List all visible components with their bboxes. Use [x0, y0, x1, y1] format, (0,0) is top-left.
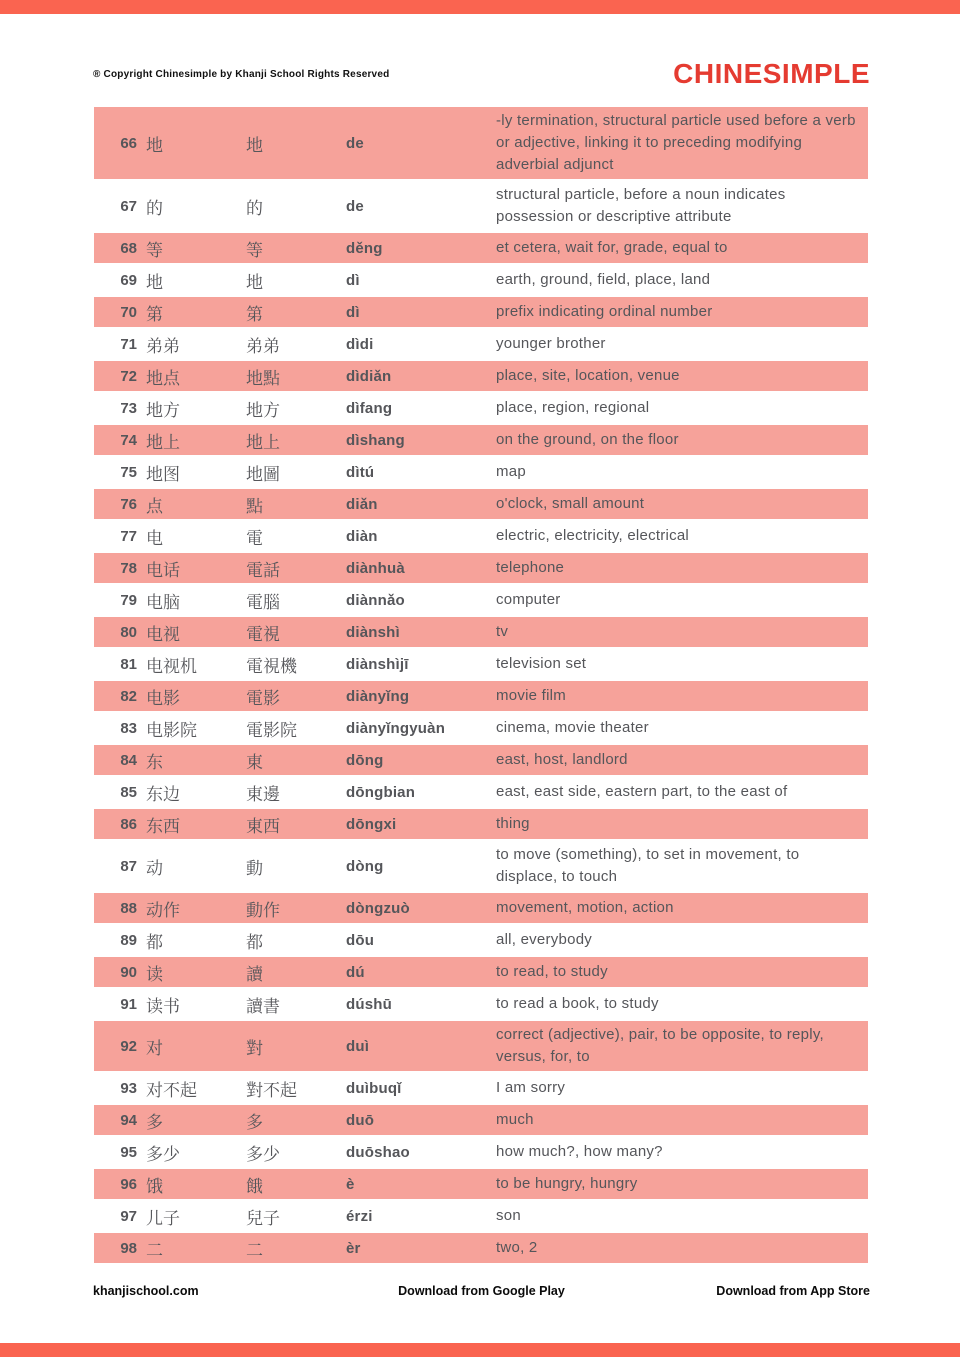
pinyin-text: diànshìjī: [346, 655, 409, 673]
traditional-hanzi: 餓: [246, 1176, 263, 1196]
table-row: [94, 809, 868, 839]
table-row: [94, 957, 868, 987]
traditional-hanzi: 電視機: [246, 656, 297, 676]
traditional-hanzi: 東西: [246, 816, 280, 836]
traditional-hanzi: 東邊: [246, 784, 280, 804]
definition-text: o'clock, small amount: [496, 495, 645, 512]
table-row: [94, 297, 868, 327]
pinyin-text: dōu: [346, 931, 375, 949]
traditional-hanzi: 地點: [246, 368, 280, 388]
table-row: [94, 649, 868, 679]
definition-text: two, 2: [496, 1239, 538, 1256]
table-row: [94, 265, 868, 295]
row-number: 95: [120, 1143, 137, 1161]
simplified-hanzi: 读书: [146, 996, 180, 1016]
row-number: 84: [120, 751, 137, 769]
row-number: 87: [120, 857, 137, 875]
google-play-link[interactable]: Download from Google Play: [398, 1284, 565, 1298]
table-row: [94, 181, 868, 231]
definition-text: cinema, movie theater: [496, 719, 649, 736]
definition-text: telephone: [496, 559, 565, 576]
simplified-hanzi: 地: [146, 272, 163, 292]
row-number: 88: [120, 899, 137, 917]
row-number: 67: [120, 197, 137, 215]
pinyin-text: diǎn: [346, 495, 378, 513]
brand-logo: CHINESIMPLE: [673, 58, 870, 89]
simplified-hanzi: 动作: [146, 900, 180, 920]
definition-text: on the ground, on the floor: [496, 431, 679, 448]
row-number: 72: [120, 367, 137, 385]
table-row: [94, 393, 868, 423]
pinyin-text: dìdi: [346, 335, 374, 353]
simplified-hanzi: 地上: [146, 432, 180, 452]
definition-text: son: [496, 1207, 521, 1224]
pinyin-text: de: [346, 197, 364, 215]
row-number: 75: [120, 463, 137, 481]
simplified-hanzi: 东边: [146, 784, 180, 804]
row-number: 71: [120, 335, 137, 353]
row-number: 97: [120, 1207, 137, 1225]
pinyin-text: diànshì: [346, 623, 400, 641]
simplified-hanzi: 饿: [146, 1176, 163, 1196]
row-number: 89: [120, 931, 137, 949]
definition-text: much: [496, 1111, 534, 1128]
pinyin-text: dúshū: [346, 995, 392, 1013]
traditional-hanzi: 地方: [246, 400, 280, 420]
row-number: 98: [120, 1239, 137, 1257]
simplified-hanzi: 地图: [146, 464, 180, 484]
definition-text: place, site, location, venue: [496, 367, 680, 384]
row-number: 90: [120, 963, 137, 981]
simplified-hanzi: 电影院: [146, 720, 197, 740]
definition-text: thing: [496, 815, 530, 832]
traditional-hanzi: 電腦: [246, 592, 280, 612]
simplified-hanzi: 二: [146, 1240, 163, 1260]
traditional-hanzi: 地: [246, 272, 263, 292]
row-number: 74: [120, 431, 137, 449]
website-link[interactable]: khanjischool.com: [93, 1284, 199, 1298]
table-row: [94, 681, 868, 711]
row-number: 76: [120, 495, 137, 513]
definition-text: computer: [496, 591, 561, 608]
table-row: [94, 1137, 868, 1167]
traditional-hanzi: 的: [246, 198, 263, 218]
simplified-hanzi: 电影: [146, 688, 180, 708]
traditional-hanzi: 電: [246, 528, 263, 548]
table-row: [94, 1105, 868, 1135]
simplified-hanzi: 等: [146, 240, 163, 260]
row-number: 80: [120, 623, 137, 641]
vocab-table: [94, 107, 868, 1263]
definition-text: all, everybody: [496, 931, 593, 948]
definition-text: correct (adjective), pair, to be opposite, to reply, versus, for, to: [496, 1026, 824, 1065]
table-row: [94, 841, 868, 891]
row-number: 96: [120, 1175, 137, 1193]
table-row: [94, 553, 868, 583]
definition-text: map: [496, 463, 526, 480]
simplified-hanzi: 东西: [146, 816, 180, 836]
pinyin-text: diàn: [346, 527, 378, 545]
definition-text: electric, electricity, electrical: [496, 527, 690, 544]
definition-text: television set: [496, 655, 587, 672]
row-number: 69: [120, 271, 137, 289]
table-row: [94, 457, 868, 487]
definition-text: prefix indicating ordinal number: [496, 303, 713, 320]
pinyin-text: diànhuà: [346, 559, 405, 577]
traditional-hanzi: 電話: [246, 560, 280, 580]
row-number: 85: [120, 783, 137, 801]
simplified-hanzi: 动: [146, 858, 163, 878]
pinyin-text: dìtú: [346, 463, 375, 481]
row-number: 82: [120, 687, 137, 705]
table-row: [94, 617, 868, 647]
definition-text: place, region, regional: [496, 399, 650, 416]
traditional-hanzi: 讀書: [246, 996, 280, 1016]
top-accent-bar: [0, 0, 960, 14]
simplified-hanzi: 多少: [146, 1144, 180, 1164]
traditional-hanzi: 都: [246, 932, 263, 952]
definition-text: structural particle, before a noun indicates possession or descriptive attribute: [496, 186, 786, 225]
simplified-hanzi: 弟弟: [146, 336, 180, 356]
pinyin-text: duō: [346, 1111, 375, 1129]
app-store-link[interactable]: Download from App Store: [716, 1284, 870, 1298]
row-number: 91: [120, 995, 137, 1013]
header: [93, 58, 870, 90]
pinyin-text: dìshang: [346, 431, 405, 449]
table-row: [94, 925, 868, 955]
row-number: 86: [120, 815, 137, 833]
pinyin-text: diànnǎo: [346, 591, 405, 609]
pinyin-text: dōngxi: [346, 815, 397, 833]
row-number: 81: [120, 655, 137, 673]
pinyin-text: dìfang: [346, 399, 393, 417]
pinyin-text: érzi: [346, 1207, 373, 1225]
traditional-hanzi: 二: [246, 1240, 263, 1260]
simplified-hanzi: 儿子: [146, 1208, 180, 1228]
traditional-hanzi: 對: [246, 1038, 263, 1058]
simplified-hanzi: 地: [146, 135, 163, 155]
traditional-hanzi: 動: [246, 858, 263, 878]
row-number: 73: [120, 399, 137, 417]
definition-text: earth, ground, field, place, land: [496, 271, 711, 288]
table-row: [94, 1021, 868, 1071]
pinyin-text: duìbuqǐ: [346, 1079, 402, 1097]
traditional-hanzi: 多: [246, 1112, 263, 1132]
definition-text: movement, motion, action: [496, 899, 674, 916]
simplified-hanzi: 读: [146, 964, 163, 984]
definition-text: east, east side, eastern part, to the east of: [496, 783, 788, 800]
row-number: 68: [120, 239, 137, 257]
row-number: 78: [120, 559, 137, 577]
pinyin-text: dòngzuò: [346, 899, 410, 917]
table-row: [94, 329, 868, 359]
pinyin-text: dú: [346, 963, 365, 981]
traditional-hanzi: 動作: [246, 900, 280, 920]
definition-text: how much?, how many?: [496, 1143, 663, 1160]
traditional-hanzi: 電影: [246, 688, 280, 708]
pinyin-text: duì: [346, 1037, 370, 1055]
row-number: 66: [120, 134, 137, 152]
copyright-text: ® Copyright Chinesimple by Khanji School Rights Reserved: [93, 68, 390, 80]
traditional-hanzi: 地圖: [246, 464, 280, 484]
definition-text: et cetera, wait for, grade, equal to: [496, 239, 728, 256]
simplified-hanzi: 电话: [146, 560, 180, 580]
row-number: 92: [120, 1037, 137, 1055]
table-row: [94, 425, 868, 455]
pinyin-text: diànyǐng: [346, 687, 410, 705]
simplified-hanzi: 都: [146, 932, 163, 952]
simplified-hanzi: 电: [146, 528, 163, 548]
table-row: [94, 1073, 868, 1103]
row-number: 93: [120, 1079, 137, 1097]
table-row: [94, 107, 868, 179]
traditional-hanzi: 弟弟: [246, 336, 280, 356]
row-number: 94: [120, 1111, 137, 1129]
pinyin-text: dòng: [346, 857, 384, 875]
simplified-hanzi: 东: [146, 752, 163, 772]
pinyin-text: diànyǐngyuàn: [346, 719, 446, 737]
pinyin-text: dōngbian: [346, 783, 416, 801]
simplified-hanzi: 第: [146, 304, 163, 324]
row-number: 70: [120, 303, 137, 321]
definition-text: movie film: [496, 687, 567, 704]
simplified-hanzi: 地点: [146, 368, 180, 388]
row-number: 83: [120, 719, 137, 737]
simplified-hanzi: 电视: [146, 624, 180, 644]
simplified-hanzi: 地方: [146, 400, 180, 420]
pinyin-text: dōng: [346, 751, 384, 769]
table-row: [94, 893, 868, 923]
table-row: [94, 713, 868, 743]
table-row: [94, 1169, 868, 1199]
simplified-hanzi: 多: [146, 1112, 163, 1132]
pinyin-text: dìdiǎn: [346, 367, 392, 385]
table-row: [94, 233, 868, 263]
pinyin-text: è: [346, 1175, 355, 1193]
definition-text: to read, to study: [496, 963, 608, 980]
simplified-hanzi: 的: [146, 198, 163, 218]
definition-text: tv: [496, 623, 509, 640]
traditional-hanzi: 東: [246, 752, 263, 772]
pinyin-text: děng: [346, 239, 383, 257]
row-number: 77: [120, 527, 137, 545]
definition-text: younger brother: [496, 335, 606, 352]
table-row: [94, 489, 868, 519]
pinyin-text: èr: [346, 1239, 361, 1257]
simplified-hanzi: 对: [146, 1038, 163, 1058]
table-row: [94, 777, 868, 807]
traditional-hanzi: 點: [246, 496, 263, 516]
traditional-hanzi: 地上: [246, 432, 280, 452]
traditional-hanzi: 第: [246, 304, 263, 324]
traditional-hanzi: 等: [246, 240, 263, 260]
traditional-hanzi: 對不起: [246, 1080, 297, 1100]
definition-text: -ly termination, structural particle used before a verb or adjective, linking it to preceding modifying adverbial adjunct: [496, 112, 856, 173]
table-row: [94, 1233, 868, 1263]
pinyin-text: dì: [346, 271, 360, 289]
footer: [93, 1284, 870, 1298]
pinyin-text: dì: [346, 303, 360, 321]
definition-text: to move (something), to set in movement, to displace, to touch: [496, 846, 800, 885]
pinyin-text: duōshao: [346, 1143, 410, 1161]
table-row: [94, 989, 868, 1019]
table-row: [94, 361, 868, 391]
traditional-hanzi: 讀: [246, 964, 263, 984]
bottom-accent-bar: [0, 1343, 960, 1357]
simplified-hanzi: 电脑: [146, 592, 180, 612]
definition-text: to read a book, to study: [496, 995, 659, 1012]
table-row: [94, 585, 868, 615]
definition-text: I am sorry: [496, 1079, 566, 1096]
table-row: [94, 745, 868, 775]
pinyin-text: de: [346, 134, 364, 152]
traditional-hanzi: 電視: [246, 624, 280, 644]
table-row: [94, 521, 868, 551]
simplified-hanzi: 点: [146, 496, 163, 516]
definition-text: east, host, landlord: [496, 751, 628, 768]
traditional-hanzi: 地: [246, 135, 263, 155]
traditional-hanzi: 兒子: [246, 1208, 280, 1228]
table-row: [94, 1201, 868, 1231]
simplified-hanzi: 对不起: [146, 1080, 197, 1100]
row-number: 79: [120, 591, 137, 609]
definition-text: to be hungry, hungry: [496, 1175, 638, 1192]
traditional-hanzi: 電影院: [246, 720, 297, 740]
simplified-hanzi: 电视机: [146, 656, 197, 676]
traditional-hanzi: 多少: [246, 1144, 280, 1164]
